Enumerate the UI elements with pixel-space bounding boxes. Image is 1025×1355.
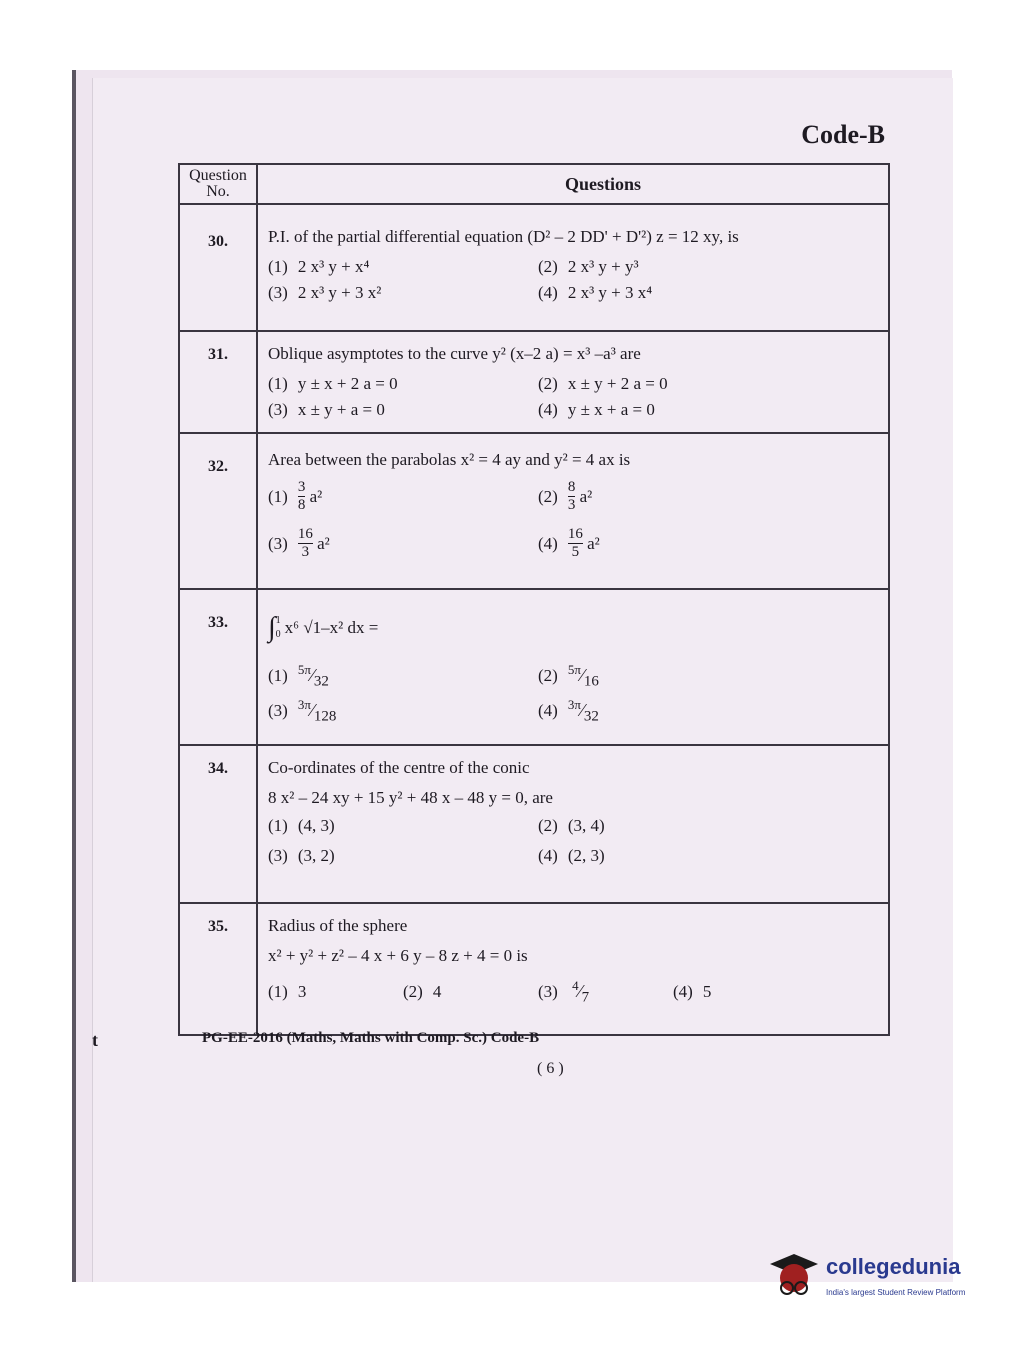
- option-3: (3) 2 x³ y + 3 x²: [268, 283, 382, 302]
- question-number: 32.: [179, 433, 257, 589]
- page-number: ( 6 ): [537, 1060, 564, 1077]
- paper-code: Code-B: [801, 120, 885, 149]
- question-stem: Co-ordinates of the centre of the conic: [268, 758, 530, 777]
- logo-name: collegedunia: [826, 1254, 961, 1279]
- option-1: (1) 2 x³ y + x⁴: [268, 257, 370, 276]
- question-30: [179, 204, 889, 331]
- scan-edge: [72, 70, 76, 1282]
- integral-sign: ∫ 1 0: [268, 612, 281, 643]
- option-1: (1) 3: [268, 982, 307, 1002]
- option-4: (4) y ± x + a = 0: [538, 400, 655, 419]
- question-no-header: Question No.: [179, 164, 257, 204]
- paper-footer: PG-EE-2016 (Maths, Maths with Comp. Sc.) Code-B: [202, 1030, 540, 1046]
- question-equation: 8 x² – 24 xy + 15 y² + 48 x – 48 y = 0, are: [268, 788, 553, 807]
- questions-table: [178, 163, 890, 1036]
- question-number: 31.: [179, 331, 257, 433]
- option-3: (3) $^4⁄_7$: [538, 978, 590, 1006]
- question-number: 35.: [179, 903, 257, 1035]
- question-stem: Oblique asymptotes to the curve y² (x–2 a) = x³ –a³ are: [268, 344, 641, 363]
- option-2: (2) 2 x³ y + y³: [538, 257, 639, 276]
- option-1: (1) y ± x + 2 a = 0: [268, 374, 398, 393]
- option-3: (3) $\frac{16}{3}$ a²: [268, 526, 330, 560]
- question-33: [179, 589, 889, 745]
- mascot-icon: [766, 1248, 822, 1304]
- question-stem: ∫ 1 0 x⁶ √1–x² dx =: [268, 612, 379, 643]
- question-32: [179, 433, 889, 589]
- question-number: 33.: [179, 589, 257, 745]
- questions-header: Questions: [257, 164, 889, 204]
- option-1: (1) (4, 3): [268, 816, 335, 835]
- option-4: (4) (2, 3): [538, 846, 605, 865]
- collegedunia-logo: [766, 1248, 996, 1308]
- question-stem: Area between the parabolas x² = 4 ay and y² = 4 ax is: [268, 450, 631, 469]
- option-4: (4) 5: [673, 982, 712, 1002]
- option-2: (2) $^{5\pi}⁄_{16}$: [538, 662, 599, 690]
- question-stem: Radius of the sphere: [268, 916, 408, 935]
- question-number: 30.: [179, 204, 257, 331]
- table-header: [179, 164, 889, 204]
- question-equation: x² + y² + z² – 4 x + 6 y – 8 z + 4 = 0 is: [268, 946, 528, 965]
- question-35: [179, 903, 889, 1035]
- option-2: (2) 4: [403, 982, 442, 1002]
- option-3: (3) (3, 2): [268, 846, 335, 865]
- option-3: (3) $^{3\pi}⁄_{128}$: [268, 696, 337, 725]
- logo-tagline: India's largest Student Review Platform: [826, 1288, 966, 1297]
- option-1: (1) $\frac{3}{8}$ a²: [268, 479, 323, 513]
- question-31: [179, 331, 889, 433]
- option-2: (2) $\frac{8}{3}$ a²: [538, 479, 593, 513]
- option-4: (4) $\frac{16}{5}$ a²: [538, 526, 600, 560]
- option-1: (1) $^{5\pi}⁄_{32}$: [268, 662, 329, 690]
- option-4: (4) 2 x³ y + 3 x⁴: [538, 283, 653, 302]
- margin-mark: t: [92, 1030, 98, 1050]
- option-2: (2) (3, 4): [538, 816, 605, 835]
- question-number: 34.: [179, 745, 257, 903]
- option-3: (3) x ± y + a = 0: [268, 400, 385, 419]
- question-stem: P.I. of the partial differential equation (D² – 2 DD' + D'²) z = 12 xy, is: [268, 227, 739, 246]
- question-34: [179, 745, 889, 903]
- option-2: (2) x ± y + 2 a = 0: [538, 374, 668, 393]
- option-4: (4) $^{3\pi}⁄_{32}$: [538, 696, 599, 725]
